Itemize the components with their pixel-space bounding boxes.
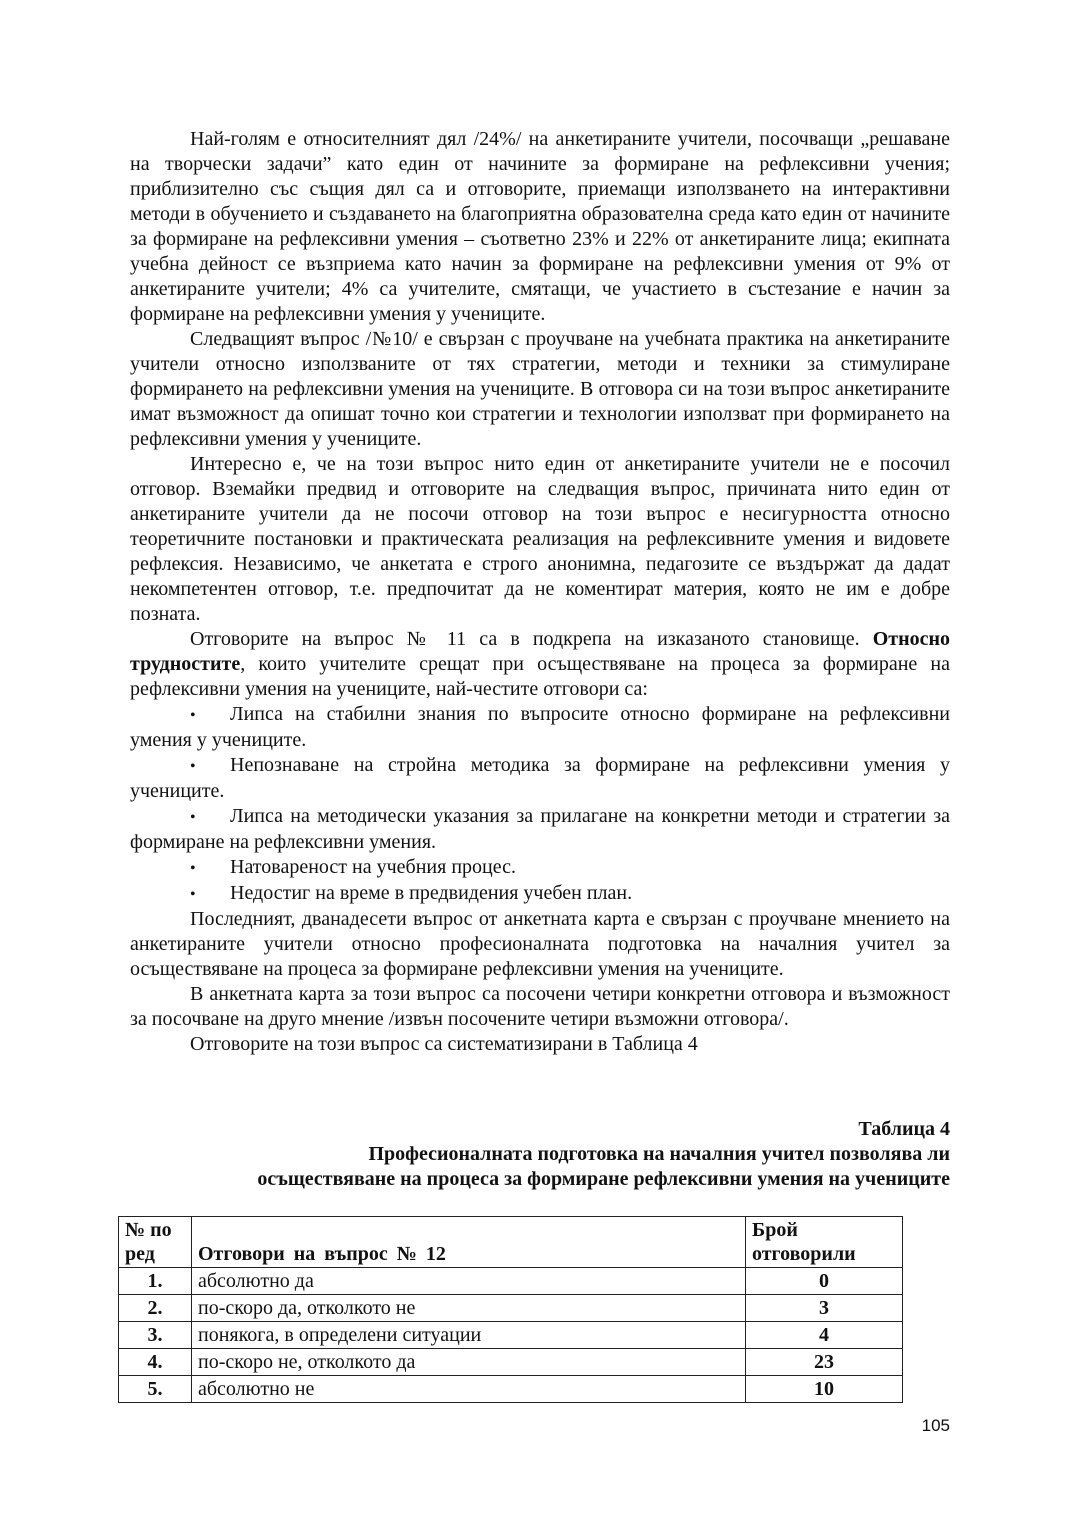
row-count: 4 <box>746 1322 903 1349</box>
row-number: 4. <box>119 1349 192 1376</box>
table-row <box>119 1295 903 1322</box>
list-item-text: Недостиг на време в предвидения учебен план. <box>230 882 633 904</box>
list-item-text: Непознаване на стройна методика за формиране на рефлексивни умения у учениците. <box>130 754 950 802</box>
row-number: 2. <box>119 1295 192 1322</box>
row-count: 10 <box>746 1376 903 1403</box>
bold-term: Относно трудностите <box>130 628 950 675</box>
table-row <box>119 1322 903 1349</box>
table-caption <box>130 1117 950 1192</box>
row-answer: по-скоро не, отколкото да <box>192 1349 746 1376</box>
list-item <box>130 855 950 881</box>
bullet-icon: • <box>190 707 196 724</box>
paragraph: Следващият въпрос /№10/ е свързан с проучване на учебната практика на анкетираните учители относно използваните от тях стратегии, методи и техники за стимулиране формирането на рефлексивни умения на учениците. В отговора си на този въпрос анкетираните имат възможност да опишат точно кои стратегии и технологии използват при формирането на рефлексивни умения у учениците. <box>130 328 950 450</box>
header-answers: Отговори на въпрос № 12 <box>192 1217 746 1268</box>
bullet-icon: • <box>190 860 196 877</box>
table-header-row <box>119 1217 903 1268</box>
row-number: 1. <box>119 1268 192 1295</box>
list-item <box>130 753 950 804</box>
list-item-text: Липса на стабилни знания по въпросите относно формиране на рефлексивни умения у учениците. <box>130 703 950 751</box>
list-item <box>130 881 950 907</box>
row-count: 3 <box>746 1295 903 1322</box>
row-count: 23 <box>746 1349 903 1376</box>
table-label: Таблица 4 <box>858 1118 950 1140</box>
header-count: Брой отговорили <box>746 1217 903 1268</box>
table-row <box>119 1268 903 1295</box>
paragraph: Отговорите на този въпрос са систематизирани в Таблица 4 <box>190 1033 698 1055</box>
bullet-icon: • <box>190 886 196 903</box>
row-number: 5. <box>119 1376 192 1403</box>
row-number: 3. <box>119 1322 192 1349</box>
row-answer: понякога, в определени ситуации <box>192 1322 746 1349</box>
list-item-text: Натовареност на учебния процес. <box>230 856 516 878</box>
page-number: 105 <box>921 1416 950 1435</box>
table-row <box>119 1349 903 1376</box>
difficulties-list <box>130 702 950 907</box>
text-run: , които учителите срещат при осъществяване на процеса за формиране на рефлексивни умения на учениците, най-честите отговори са: <box>130 653 950 700</box>
paragraph: Последният, дванадесети въпрос от анкетната карта е свързан с проучване мнението на анкетираните учители относно професионалната подготовка на началния учител за осъществяване на процеса за формиране рефлексивни умения на учениците. <box>130 908 950 980</box>
table-row <box>119 1376 903 1403</box>
list-item-text: Липса на методически указания за прилагане на конкретни методи и стратегии за формиране на рефлексивни умения. <box>130 805 950 853</box>
list-item <box>130 804 950 855</box>
body-text <box>130 127 950 1057</box>
row-answer: абсолютно не <box>192 1376 746 1403</box>
bullet-icon: • <box>190 809 196 826</box>
results-table <box>118 1216 903 1403</box>
paragraph: Най-голям е относителният дял /24%/ на анкетираните учители, посочващи „решаване на творчески задачи” като един от начините за формиране на рефлексивни учения; приблизително със същия дял са и отговорите, приемащи използването на интерактивни методи в обучението и създаването на благоприятна образователна среда като един от начините за формиране на рефлексивни умения – съответно 23% и 22% от анкетираните лица; екипната учебна дейност се възприема като начин за формиране на рефлексивни умения от 9% от анкетираните учители; 4% са учителите, смятащи, че участието в състезание е начин за формиране на рефлексивни умения у учениците. <box>130 128 950 325</box>
paragraph: В анкетната карта за този въпрос са посочени четири конкретни отговора и възможност за посочване на друго мнение /извън посочените четири възможни отговора/. <box>130 983 950 1030</box>
table-title: осъществяване на процеса за формиране рефлексивни умения на учениците <box>257 1168 950 1190</box>
bullet-icon: • <box>190 758 196 775</box>
row-answer: абсолютно да <box>192 1268 746 1295</box>
table-title: Професионалната подготовка на началния учител позволява ли <box>368 1143 950 1165</box>
list-item <box>130 702 950 753</box>
paragraph <box>130 627 950 702</box>
header-row-number: № по ред <box>119 1217 192 1268</box>
row-answer: по-скоро да, отколкото не <box>192 1295 746 1322</box>
row-count: 0 <box>746 1268 903 1295</box>
paragraph: Интересно е, че на този въпрос нито един от анкетираните учители не е посочил отговор. Вземайки предвид и отговорите на следващия въпрос, причината нито един от анкетираните учители да не посочи отговор на този въпрос е несигурността относно теоретичните постановки и практическата реализация на рефлексивните умения и видовете рефлексия. Независимо, че анкетата е строго анонимна, педагозите се въздържат да дадат некомпетентен отговор, т.е. предпочитат да не коментират материя, която не им е добре позната. <box>130 453 950 625</box>
text-run: Отговорите на въпрос № 11 са в подкрепа на изказаното становище. <box>190 628 873 650</box>
